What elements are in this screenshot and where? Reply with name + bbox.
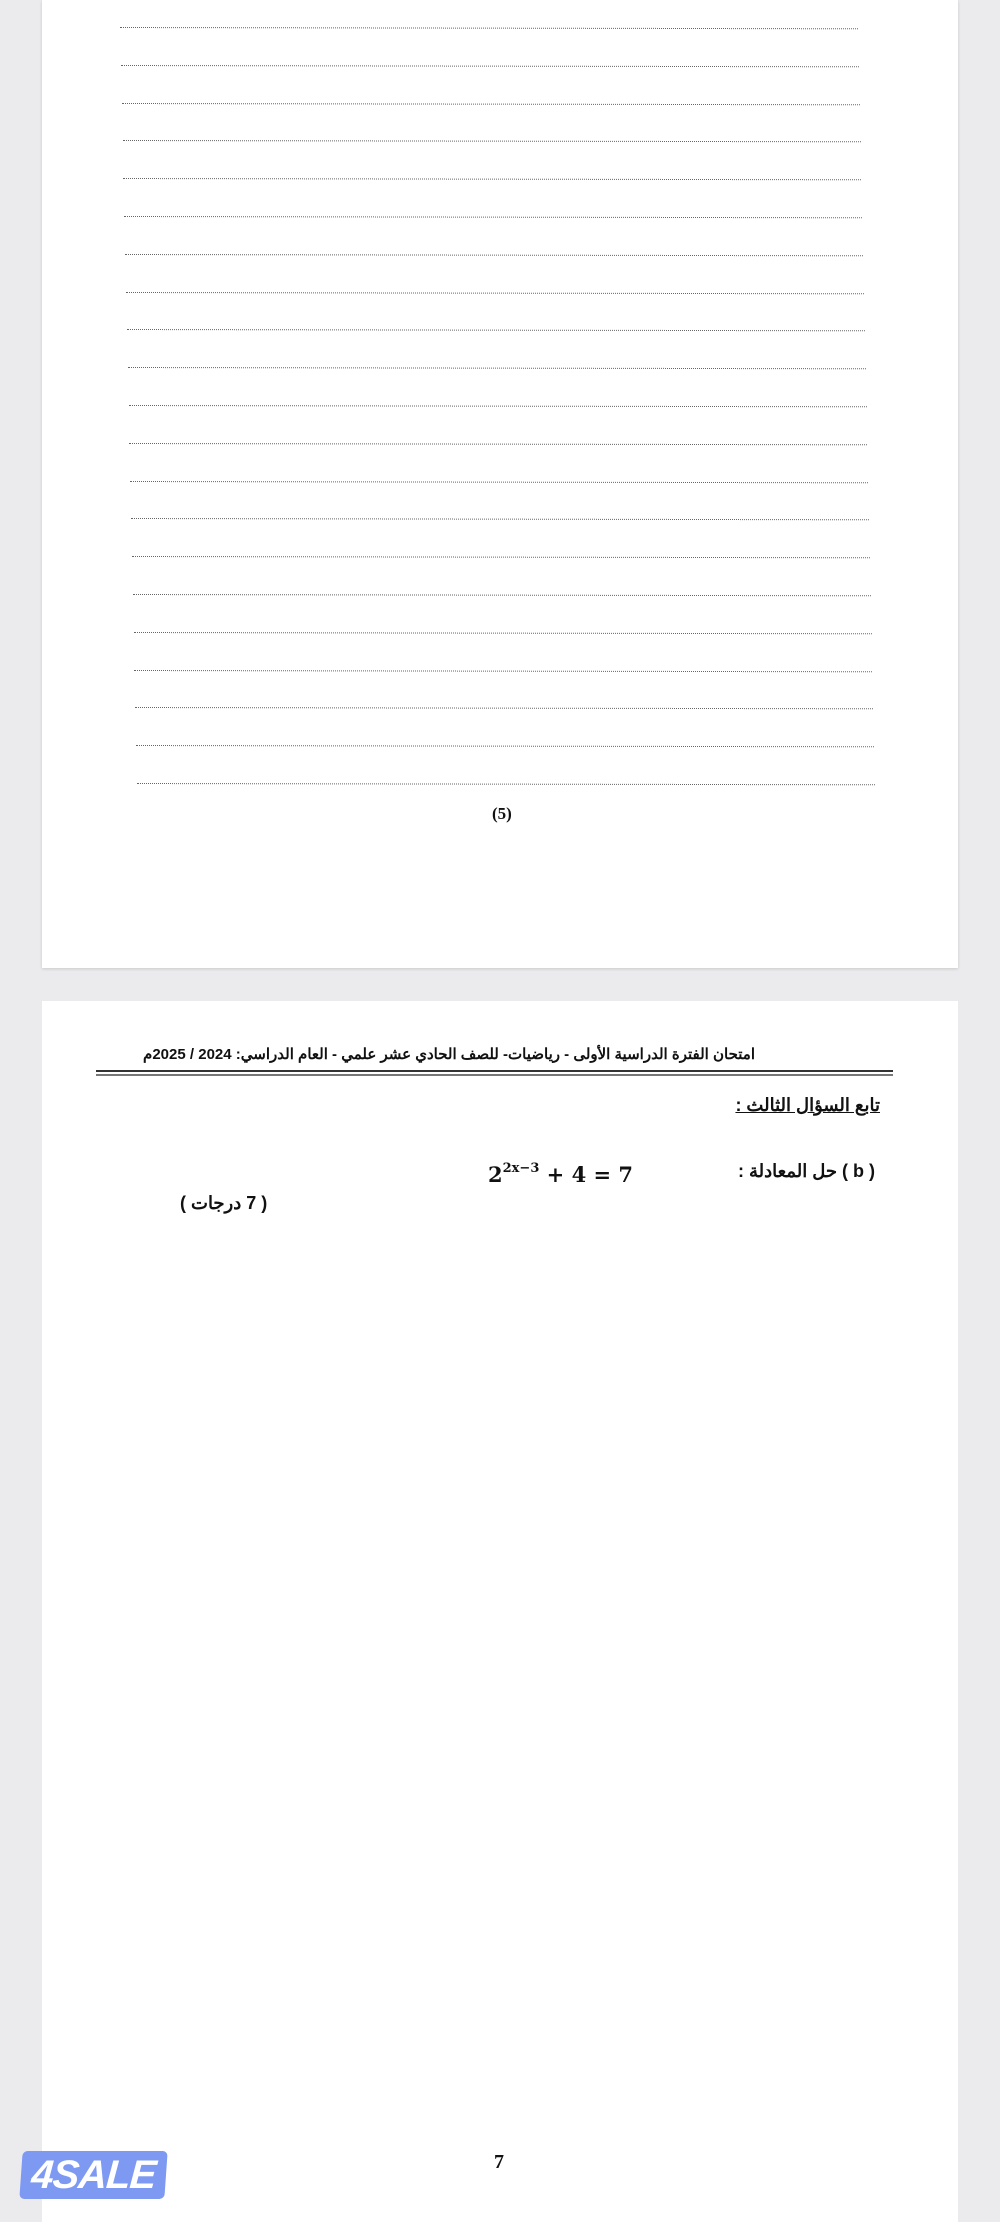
answer-line <box>134 632 872 634</box>
answer-line <box>134 670 872 672</box>
answer-line <box>122 103 860 105</box>
answer-line <box>133 594 871 596</box>
equation-exponent: 2x−3 <box>502 1161 540 1176</box>
answer-line <box>137 783 875 785</box>
answer-line <box>128 405 866 407</box>
4sale-watermark-logo: 4SALE <box>19 2151 167 2199</box>
answer-line <box>126 292 864 294</box>
answer-line <box>121 65 859 67</box>
answer-line <box>127 329 865 331</box>
answer-line <box>123 178 861 180</box>
exam-page-5 <box>42 0 958 968</box>
answer-line <box>124 216 862 218</box>
answer-line <box>130 481 868 483</box>
answer-line <box>131 518 869 520</box>
exam-page-7 <box>42 1001 958 2222</box>
answer-line <box>125 254 863 256</box>
header-divider <box>96 1070 893 1076</box>
answer-line <box>136 745 874 747</box>
answer-line <box>129 443 867 445</box>
question-label: ( b ) حل المعادلة : <box>738 1161 875 1181</box>
answer-line <box>123 140 861 142</box>
exam-header: امتحان الفترة الدراسية الأولى - رياضيات- للصف الحادي عشر علمي - العام الدراسي: 2024 / 2025م <box>143 1046 755 1063</box>
page-number: (5) <box>492 804 512 823</box>
equation-rest: + 4 = 7 <box>539 1162 634 1187</box>
section-title: تابع السؤال الثالث : <box>735 1095 880 1115</box>
answer-line <box>132 556 870 558</box>
page-number: 7 <box>494 2151 504 2173</box>
answer-line <box>128 367 866 369</box>
answer-line <box>120 27 858 29</box>
equation <box>488 1161 633 1187</box>
answer-line <box>135 707 873 709</box>
marks-label: ( 7 درجات ) <box>180 1193 268 1213</box>
equation-base: 2 <box>488 1162 503 1187</box>
